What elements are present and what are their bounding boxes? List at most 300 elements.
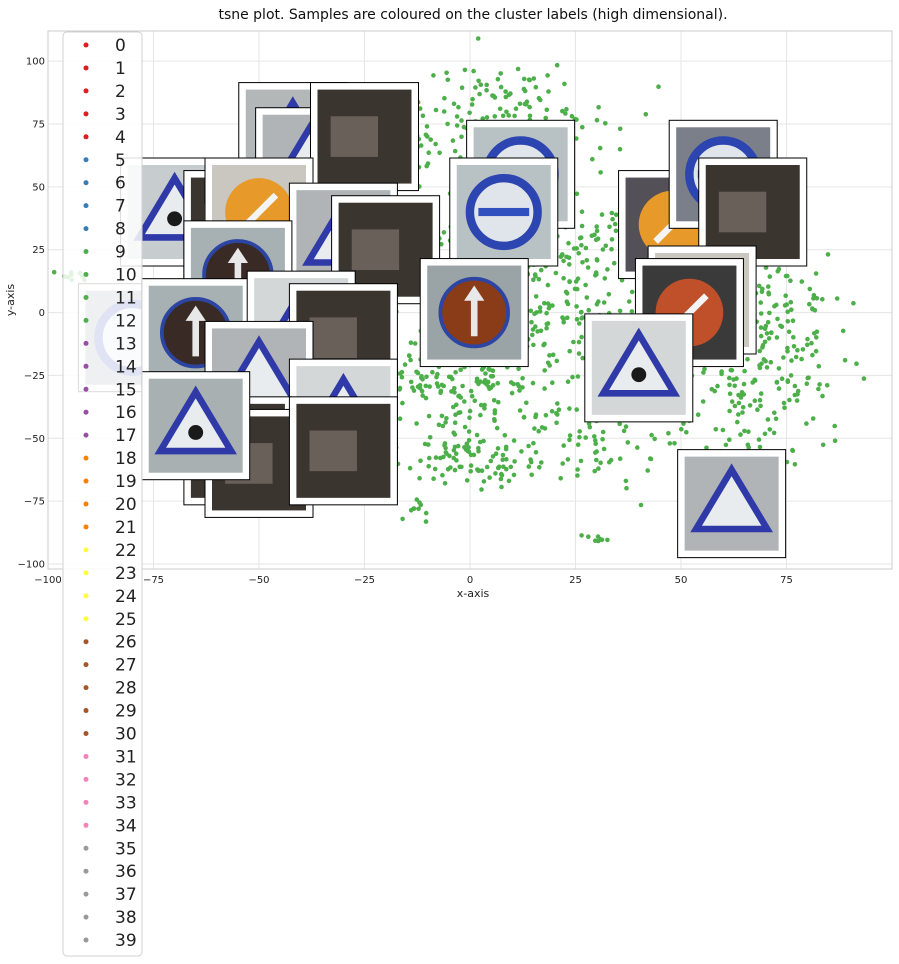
scatter-point: [598, 146, 603, 151]
scatter-point: [810, 353, 815, 358]
legend-label: 8: [115, 219, 126, 240]
scatter-point: [434, 375, 439, 380]
scatter-point: [789, 358, 794, 363]
scatter-point: [644, 112, 649, 117]
scatter-point: [550, 409, 555, 414]
legend-marker: [84, 364, 89, 369]
scatter-point: [567, 406, 572, 411]
legend-marker: [84, 502, 89, 507]
scatter-point: [463, 425, 468, 430]
scatter-point: [568, 433, 573, 438]
scatter-point: [610, 217, 615, 222]
scatter-point: [622, 429, 627, 434]
scatter-point: [603, 121, 608, 126]
scatter-point: [630, 309, 635, 314]
scatter-point: [459, 118, 464, 123]
scatter-point: [727, 409, 732, 414]
scatter-point: [531, 441, 536, 446]
scatter-point: [538, 309, 543, 314]
sign-symbol-shape: [167, 211, 182, 226]
scatter-point: [760, 289, 765, 294]
scatter-point: [745, 357, 750, 362]
scatter-point: [805, 343, 810, 348]
scatter-point: [503, 89, 508, 94]
scatter-point: [398, 386, 403, 391]
scatter-point: [774, 303, 779, 308]
photo-detail-shape: [310, 431, 357, 472]
scatter-point: [539, 329, 544, 334]
scatter-point: [566, 241, 571, 246]
scatter-point: [814, 335, 819, 340]
scatter-point: [485, 115, 490, 120]
scatter-point: [560, 109, 565, 114]
sign-symbol-shape: [631, 367, 646, 382]
scatter-point: [817, 364, 822, 369]
legend-label: 38: [115, 908, 137, 929]
scatter-point: [409, 380, 414, 385]
scatter-point: [772, 411, 777, 416]
scatter-point: [489, 374, 494, 379]
scatter-point: [630, 290, 635, 295]
scatter-point: [527, 105, 532, 110]
scatter-point: [425, 124, 430, 129]
scatter-point: [610, 237, 615, 242]
scatter-point: [419, 376, 424, 381]
scatter-point: [618, 309, 623, 314]
scatter-point: [499, 485, 504, 490]
scatter-point: [618, 127, 623, 132]
scatter-point: [600, 212, 605, 217]
scatter-point: [795, 348, 800, 353]
scatter-point: [479, 403, 484, 408]
legend-label: 25: [115, 609, 137, 630]
scatter-point: [463, 68, 468, 73]
legend-label: 10: [115, 265, 137, 286]
scatter-point: [496, 400, 501, 405]
scatter-point: [456, 444, 461, 449]
scatter-point: [764, 324, 769, 329]
scatter-point: [781, 355, 786, 360]
scatter-point: [768, 274, 773, 279]
scatter-point: [594, 458, 599, 463]
x-tick-label: −25: [353, 575, 376, 586]
scatter-point: [765, 331, 770, 336]
scatter-point: [602, 447, 607, 452]
legend-marker: [84, 547, 89, 552]
legend-label: 36: [115, 862, 137, 883]
scatter-point: [742, 369, 747, 374]
y-tick-label: 50: [32, 182, 45, 194]
scatter-point: [539, 268, 544, 273]
scatter-point: [439, 389, 444, 394]
scatter-point: [534, 294, 539, 299]
scatter-point: [509, 465, 514, 470]
scatter-point: [537, 465, 542, 470]
scatter-point: [512, 114, 517, 119]
scatter-point: [498, 107, 503, 112]
scatter-point: [602, 300, 607, 305]
scatter-point: [769, 360, 774, 365]
scatter-point: [788, 278, 793, 283]
scatter-point: [793, 393, 798, 398]
scatter-point: [649, 433, 654, 438]
scatter-point: [609, 247, 614, 252]
scatter-point: [854, 361, 859, 366]
scatter-point: [454, 451, 459, 456]
scatter-point: [514, 106, 519, 111]
scatter-point: [421, 114, 426, 119]
scatter-point: [614, 212, 619, 217]
scatter-point: [755, 407, 760, 412]
scatter-point: [766, 320, 771, 325]
legend-marker: [84, 88, 89, 93]
scatter-point: [407, 353, 412, 358]
scatter-point: [759, 311, 764, 316]
scatter-point: [492, 418, 497, 423]
legend-label: 28: [115, 678, 137, 699]
scatter-point: [575, 317, 580, 322]
scatter-point: [766, 417, 771, 422]
scatter-point: [500, 473, 505, 478]
scatter-point: [761, 343, 766, 348]
scatter-point: [496, 466, 501, 471]
scatter-point: [467, 415, 472, 420]
scatter-point: [443, 481, 448, 486]
scatter-point: [469, 463, 474, 468]
legend-label: 7: [115, 196, 126, 217]
scatter-point: [534, 450, 539, 455]
legend-marker: [84, 777, 89, 782]
scatter-point: [585, 295, 590, 300]
legend-marker: [84, 43, 89, 48]
scatter-point: [759, 391, 764, 396]
scatter-point: [600, 437, 605, 442]
scatter-point: [786, 319, 791, 324]
scatter-point: [498, 71, 503, 76]
scatter-point: [586, 308, 591, 313]
scatter-point: [465, 478, 470, 483]
x-tick-label: 50: [674, 575, 688, 586]
scatter-point: [737, 401, 742, 406]
scatter-point: [821, 443, 826, 448]
scatter-point: [742, 382, 747, 387]
scatter-point: [767, 311, 772, 316]
scatter-point: [805, 337, 810, 342]
scatter-point: [467, 111, 472, 116]
legend-marker: [84, 616, 89, 621]
scatter-point: [809, 341, 814, 346]
scatter-point: [583, 435, 588, 440]
scatter-point: [544, 311, 549, 316]
scatter-point: [469, 389, 474, 394]
scatter-point: [791, 318, 796, 323]
image-thumbnail: [678, 450, 786, 558]
scatter-point: [484, 88, 489, 93]
scatter-point: [419, 503, 424, 508]
legend-label: 29: [115, 701, 137, 722]
scatter-point: [529, 309, 534, 314]
scatter-point: [579, 335, 584, 340]
legend-label: 4: [115, 127, 126, 148]
scatter-point: [812, 331, 817, 336]
scatter-point: [763, 359, 768, 364]
scatter-point: [477, 92, 482, 97]
scatter-point: [820, 297, 825, 302]
scatter-point: [696, 412, 701, 417]
scatter-point: [555, 401, 560, 406]
scatter-point: [478, 440, 483, 445]
scatter-point: [790, 448, 795, 453]
scatter-point: [580, 260, 585, 265]
scatter-point: [624, 424, 629, 429]
scatter-point: [753, 398, 758, 403]
scatter-point: [517, 384, 522, 389]
scatter-point: [534, 85, 539, 90]
scatter-point: [468, 469, 473, 474]
legend-label: 18: [115, 449, 137, 470]
scatter-point: [559, 254, 564, 259]
scatter-point: [806, 376, 811, 381]
scatter-point: [415, 497, 420, 502]
scatter-point: [786, 378, 791, 383]
legend-label: 2: [115, 81, 126, 102]
scatter-point: [544, 413, 549, 418]
scatter-point: [612, 261, 617, 266]
scatter-point: [738, 432, 743, 437]
sign-bar-shape: [478, 208, 529, 216]
legend-label: 21: [115, 517, 137, 538]
scatter-point: [431, 476, 436, 481]
scatter-point: [475, 433, 480, 438]
scatter-point: [590, 157, 595, 162]
scatter-point: [545, 108, 550, 113]
scatter-point: [577, 435, 582, 440]
scatter-point: [627, 299, 632, 304]
scatter-point: [577, 321, 582, 326]
scatter-point: [577, 429, 582, 434]
image-thumbnail: [311, 83, 419, 191]
photo-detail-shape: [352, 229, 399, 270]
scatter-point: [476, 36, 481, 41]
scatter-point: [715, 384, 720, 389]
scatter-point: [728, 391, 733, 396]
scatter-point: [501, 453, 506, 458]
scatter-point: [576, 374, 581, 379]
scatter-point: [488, 367, 493, 372]
scatter-point: [460, 384, 465, 389]
scatter-point: [554, 421, 559, 426]
scatter-point: [575, 192, 580, 197]
scatter-point: [453, 468, 458, 473]
legend-label: 35: [115, 839, 137, 860]
legend-marker: [84, 226, 89, 231]
scatter-point: [400, 375, 405, 380]
scatter-point: [437, 423, 442, 428]
scatter-point: [470, 394, 475, 399]
scatter-point: [528, 114, 533, 119]
scatter-point: [579, 310, 584, 315]
photo-detail-shape: [331, 116, 378, 157]
scatter-point: [485, 465, 490, 470]
scatter-point: [458, 410, 463, 415]
scatter-point: [804, 421, 809, 426]
legend-label: 3: [115, 104, 126, 125]
scatter-point: [400, 401, 405, 406]
scatter-point: [537, 277, 542, 282]
scatter-point: [789, 373, 794, 378]
scatter-point: [758, 398, 763, 403]
legend-label: 27: [115, 655, 137, 676]
scatter-point: [482, 380, 487, 385]
scatter-point: [417, 476, 422, 481]
scatter-point: [565, 291, 570, 296]
scatter-point: [618, 456, 623, 461]
scatter-point: [730, 399, 735, 404]
scatter-point: [579, 235, 584, 240]
scatter-point: [512, 473, 517, 478]
scatter-point: [501, 114, 506, 119]
scatter-point: [454, 403, 459, 408]
y-tick-label: −100: [17, 559, 45, 571]
scatter-point: [564, 107, 569, 112]
scatter-point: [398, 416, 403, 421]
scatter-point: [478, 413, 483, 418]
scatter-point: [562, 82, 567, 87]
scatter-point: [476, 446, 481, 451]
scatter-point: [426, 161, 431, 166]
scatter-point: [614, 229, 619, 234]
scatter-point: [820, 394, 825, 399]
legend-marker: [84, 203, 89, 208]
scatter-point: [814, 271, 819, 276]
scatter-point: [529, 473, 534, 478]
scatter-point: [605, 538, 610, 543]
scatter-point: [679, 427, 684, 432]
legend-label: 31: [115, 747, 137, 768]
legend-label: 14: [115, 357, 137, 378]
scatter-point: [652, 437, 657, 442]
scatter-point: [546, 89, 551, 94]
scatter-point: [767, 336, 772, 341]
scatter-point: [702, 367, 707, 372]
scatter-point: [567, 349, 572, 354]
scatter-point: [816, 387, 821, 392]
scatter-point: [826, 252, 831, 257]
scatter-point: [443, 441, 448, 446]
scatter-point: [453, 420, 458, 425]
y-tick-label: 25: [32, 245, 45, 257]
scatter-point: [522, 77, 527, 82]
scatter-point: [560, 461, 565, 466]
scatter-point: [518, 102, 523, 107]
scatter-point: [506, 113, 511, 118]
scatter-point: [437, 151, 442, 156]
image-thumbnail: [420, 259, 528, 367]
x-tick-label: 75: [780, 575, 793, 586]
scatter-point: [470, 97, 475, 102]
legend-label: 11: [115, 288, 137, 309]
scatter-point: [775, 335, 780, 340]
scatter-point: [527, 78, 532, 83]
scatter-point: [532, 426, 537, 431]
legend-marker: [84, 915, 89, 920]
scatter-point: [555, 63, 560, 68]
scatter-point: [784, 302, 789, 307]
scatter-point: [567, 279, 572, 284]
scatter-point: [433, 142, 438, 147]
scatter-point: [458, 368, 463, 373]
legend-label: 12: [115, 311, 137, 332]
scatter-point: [467, 438, 472, 443]
scatter-point: [580, 209, 585, 214]
legend-label: 1: [115, 58, 126, 79]
legend-label: 26: [115, 632, 137, 653]
scatter-point: [504, 445, 509, 450]
legend-label: 30: [115, 724, 137, 745]
legend-marker: [84, 731, 89, 736]
scatter-point: [525, 99, 530, 104]
legend-label: 24: [115, 586, 137, 607]
scatter-point: [445, 122, 450, 127]
legend-marker: [84, 318, 89, 323]
x-tick-label: 25: [569, 575, 582, 586]
scatter-point: [613, 222, 618, 227]
scatter-point: [793, 462, 798, 467]
scatter-point: [586, 534, 591, 539]
scatter-point: [534, 412, 539, 417]
scatter-point: [452, 386, 457, 391]
scatter-point: [607, 225, 612, 230]
scatter-point: [482, 406, 487, 411]
scatter-point: [442, 109, 447, 114]
scatter-point: [496, 446, 501, 451]
scatter-point: [424, 511, 429, 516]
scatter-point: [789, 307, 794, 312]
scatter-point: [639, 503, 644, 508]
scatter-point: [566, 379, 571, 384]
legend-marker: [84, 433, 89, 438]
scatter-point: [712, 389, 717, 394]
scatter-point: [522, 415, 527, 420]
scatter-point: [438, 456, 443, 461]
scatter-point: [811, 416, 816, 421]
x-tick-label: 0: [466, 575, 474, 586]
legend-marker: [84, 869, 89, 874]
scatter-point: [468, 409, 473, 414]
scatter-point: [610, 211, 615, 216]
scatter-point: [492, 398, 497, 403]
scatter-point: [594, 224, 599, 229]
legend-marker: [84, 593, 89, 598]
scatter-point: [672, 441, 677, 446]
scatter-point: [428, 137, 433, 142]
scatter-point: [473, 85, 478, 90]
scatter-point: [766, 284, 771, 289]
scatter-point: [580, 125, 585, 130]
scatter-point: [595, 118, 600, 123]
legend-marker: [84, 662, 89, 667]
scatter-point: [531, 343, 536, 348]
scatter-point: [416, 384, 421, 389]
scatter-point: [624, 479, 629, 484]
scatter-point: [526, 444, 531, 449]
scatter-point: [796, 389, 801, 394]
scatter-point: [489, 385, 494, 390]
scatter-point: [414, 370, 419, 375]
scatter-point: [583, 283, 588, 288]
scatter-point: [792, 344, 797, 349]
legend-label: 19: [115, 472, 137, 493]
